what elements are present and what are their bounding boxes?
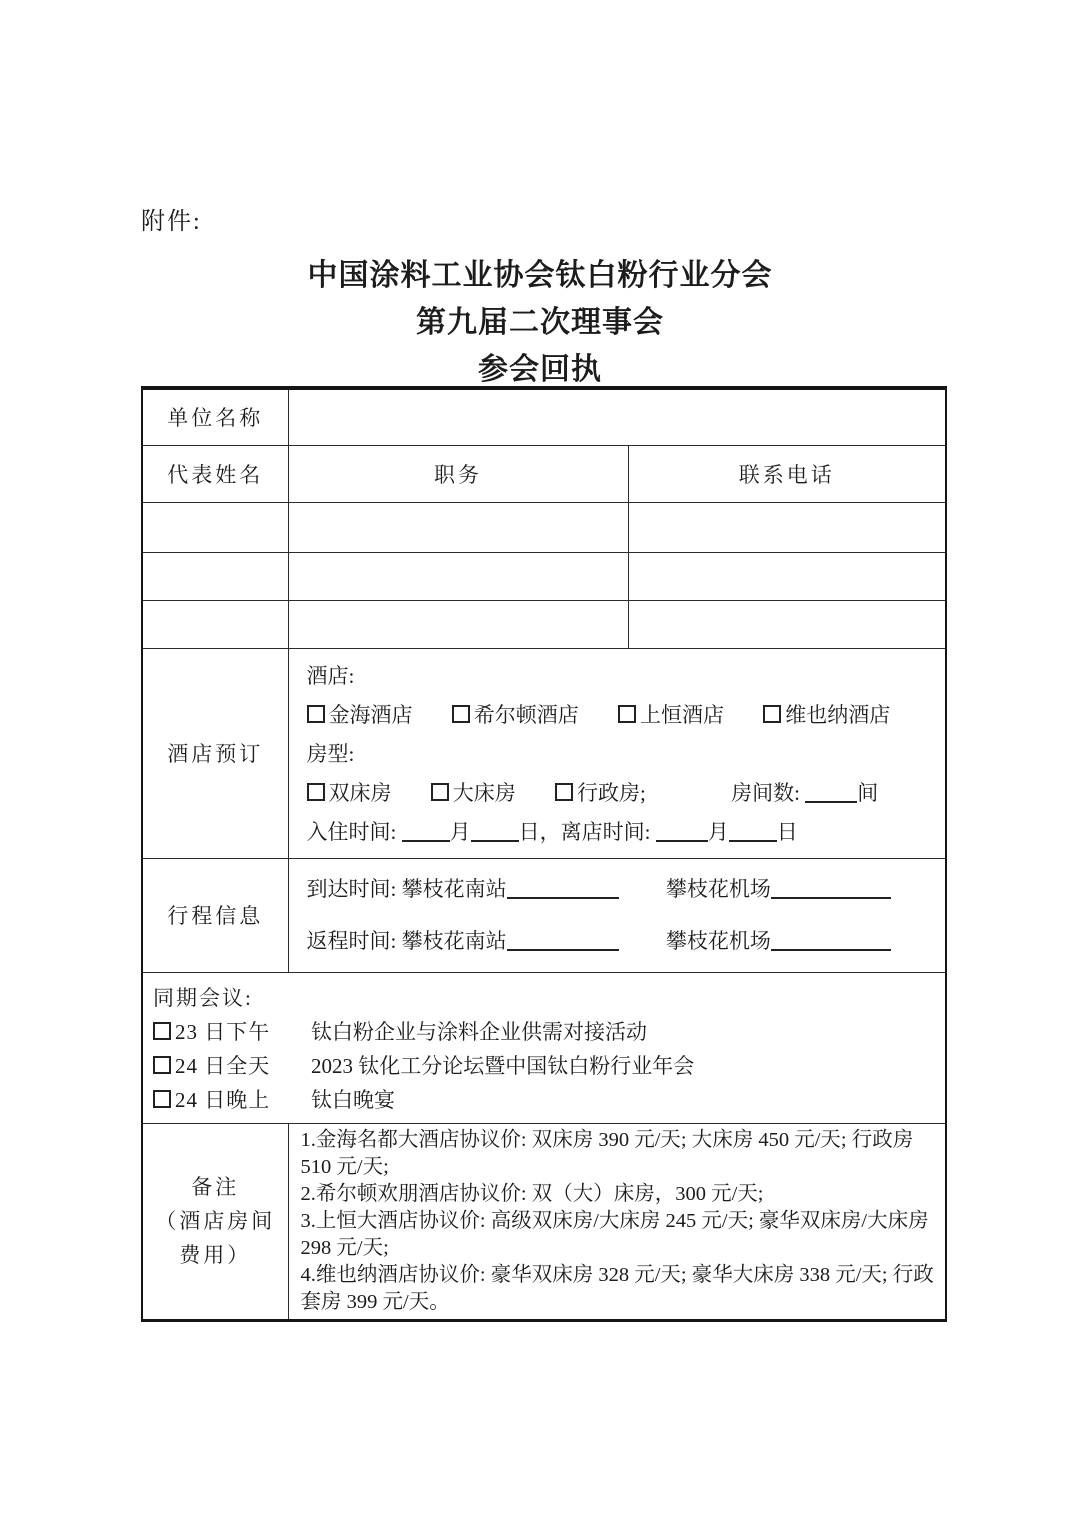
concurrent-time: 24 日晚上 [175,1087,271,1112]
concurrent-heading: 同期会议: [153,985,253,1010]
rep-row-1 [142,502,946,552]
checkbox-icon[interactable] [763,705,781,723]
month-label: 月 [449,819,471,844]
month-label: 月 [707,819,729,844]
position-label: 职务 [288,445,628,502]
checkin-label: 入住时间: [306,819,397,844]
checkbox-icon[interactable] [452,705,470,723]
checkbox-icon[interactable] [618,705,636,723]
room-option-label: 行政房; [577,780,646,805]
room-count-label: 房间数: [731,780,800,805]
remarks-label-line1: 备注 [191,1175,240,1199]
hotel-option-3 [618,703,724,727]
concurrent-item-1 [153,1015,939,1049]
remarks-item-3: 3.上恒大酒店协议价: 高级双床房/大床房 245 元/天; 豪华双床房/大床房 298 元/天; [300,1209,929,1259]
return-airport: 攀枝花机场 [665,929,771,953]
itinerary-label: 行程信息 [142,858,288,972]
checkbox-icon[interactable] [153,1022,171,1040]
checkbox-icon[interactable] [153,1090,171,1108]
checkout-label: 离店时间: [560,819,651,844]
room-count-blank[interactable] [805,785,857,803]
rep3-position-cell[interactable] [288,600,628,648]
stay-dates-line [307,813,940,852]
title-line-1: 中国涂料工业协会钛白粉行业分会 [307,259,773,292]
title-line-2: 第九届二次理事会 [416,306,664,339]
phone-label: 联系电话 [628,445,946,502]
title-line-3: 参会回执 [478,353,602,386]
concurrent-time: 24 日全天 [175,1053,271,1078]
concurrent-item-2 [153,1049,939,1083]
rep1-position-cell[interactable] [288,502,628,552]
checkbox-icon[interactable] [555,783,573,801]
arrival-station-time-blank[interactable] [507,881,619,899]
hotel-options-line [307,696,940,735]
hotel-booking-label: 酒店预订 [142,648,288,858]
unit-name-label: 单位名称 [142,388,288,445]
room-options-line [307,774,940,813]
rep3-phone-cell[interactable] [628,600,946,648]
concurrent-meetings-content [142,972,946,1123]
rep-name-label: 代表姓名 [142,445,288,502]
document-title [0,252,1080,393]
checkout-month-blank[interactable] [656,824,708,842]
rep1-name-cell[interactable] [142,502,288,552]
room-option-1 [307,781,392,805]
itinerary-row [142,858,946,972]
room-option-label: 双床房 [328,780,392,805]
return-label: 返程时间: [306,929,397,953]
arrival-line [307,863,940,915]
attachment-label: 附件: [141,209,202,235]
checkbox-icon[interactable] [153,1056,171,1074]
arrival-station: 攀枝花南站 [401,877,507,901]
registration-form-table [141,386,947,1322]
rep2-name-cell[interactable] [142,552,288,600]
remarks-item-1: 1.金海名都大酒店协议价: 双床房 390 元/天; 大床房 450 元/天; 行政房 510 元/天; [300,1128,914,1178]
concurrent-event: 钛白粉企业与涂料企业供需对接活动 [311,1019,647,1044]
rep-header-row [142,445,946,502]
return-airport-time-blank[interactable] [771,933,891,951]
hotel-booking-row [142,648,946,858]
unit-name-value-cell[interactable] [288,388,946,445]
checkin-month-blank[interactable] [402,824,450,842]
concurrent-meetings-row [142,972,946,1123]
concurrent-event: 2023 钛化工分论坛暨中国钛白粉行业年会 [311,1053,695,1078]
concurrent-item-3 [153,1083,939,1117]
hotel-option-4 [763,703,890,727]
remarks-content [288,1123,946,1320]
concurrent-event: 钛白晚宴 [311,1087,395,1112]
rep2-position-cell[interactable] [288,552,628,600]
checkbox-icon[interactable] [307,783,325,801]
remarks-label-line2: （酒店房间 [155,1209,276,1233]
hotel-heading: 酒店: [306,663,355,688]
arrival-airport-time-blank[interactable] [771,881,891,899]
remarks-item-2: 2.希尔顿欢朋酒店协议价: 双（大）床房，300 元/天; [300,1182,764,1205]
rep-row-3 [142,600,946,648]
room-type-heading: 房型: [306,741,355,766]
remarks-row [142,1123,946,1320]
arrival-airport: 攀枝花机场 [665,877,771,901]
arrival-label: 到达时间: [306,877,397,901]
room-count-unit: 间 [857,780,879,805]
hotel-booking-content [288,648,946,858]
room-option-label: 大床房 [452,780,516,805]
rep2-phone-cell[interactable] [628,552,946,600]
remarks-label-line3: 费用） [179,1243,252,1267]
concurrent-time: 23 日下午 [175,1019,271,1044]
checkout-day-blank[interactable] [729,824,777,842]
checkin-day-blank[interactable] [471,824,519,842]
return-station: 攀枝花南站 [401,929,507,953]
hotel-option-label: 金海酒店 [328,702,413,727]
checkbox-icon[interactable] [431,783,449,801]
hotel-option-label: 上恒酒店 [640,702,724,727]
remarks-label [142,1123,288,1320]
day-comma-label: 日， [518,819,561,844]
unit-name-row [142,388,946,445]
remarks-item-4: 4.维也纳酒店协议价: 豪华双床房 328 元/天; 豪华大床房 338 元/天; 行政套房 399 元/天。 [300,1263,934,1313]
checkbox-icon[interactable] [307,705,325,723]
room-option-3 [555,781,646,805]
hotel-option-label: 希尔顿酒店 [473,702,579,727]
room-option-2 [431,781,516,805]
hotel-option-1 [307,703,413,727]
day-label: 日 [776,819,798,844]
return-line [307,915,940,967]
hotel-option-label: 维也纳酒店 [785,702,891,727]
itinerary-content [288,858,946,972]
rep1-phone-cell[interactable] [628,502,946,552]
hotel-option-2 [452,703,579,727]
rep-row-2 [142,552,946,600]
return-station-time-blank[interactable] [507,933,619,951]
rep3-name-cell[interactable] [142,600,288,648]
